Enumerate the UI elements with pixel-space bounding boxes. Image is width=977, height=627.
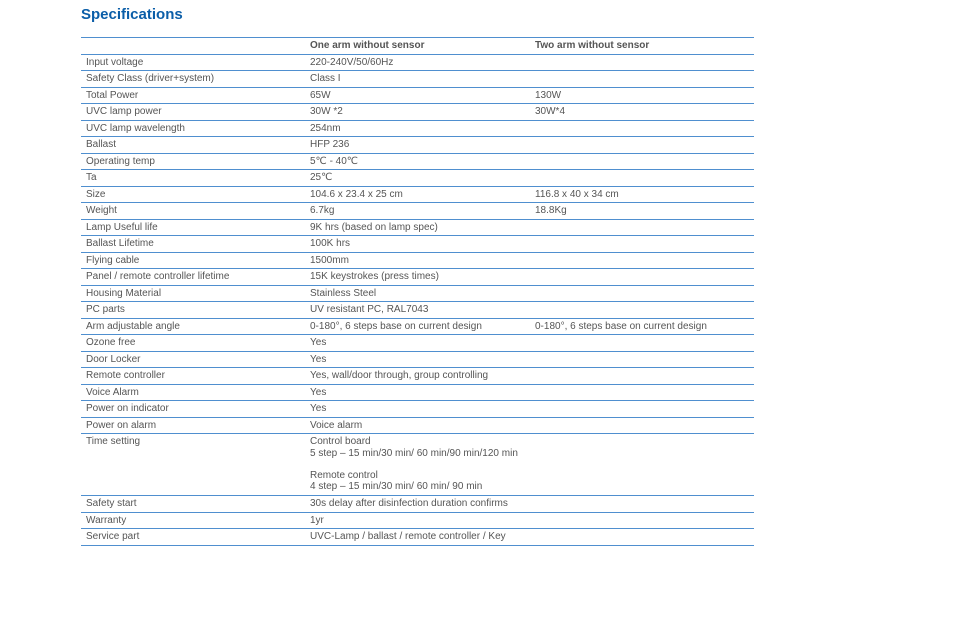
one-arm-value: Yes	[310, 353, 327, 365]
two-arm-value	[531, 385, 754, 401]
table-row-time-setting	[81, 434, 754, 496]
two-arm-value: 0-180°, 6 steps base on current design	[535, 320, 707, 332]
table-row	[81, 335, 754, 352]
two-arm-value	[531, 121, 754, 137]
row-label: Ballast	[86, 139, 117, 150]
table-row	[81, 385, 754, 402]
row-label: Safety start	[86, 498, 137, 510]
two-arm-value	[531, 529, 754, 545]
one-arm-value: Yes	[310, 386, 327, 398]
time-setting-two-arm	[531, 436, 754, 493]
row-label: Input voltage	[86, 56, 144, 68]
two-arm-value: 18.8Kg	[535, 205, 567, 216]
header-one-arm: One arm without sensor	[310, 40, 425, 51]
two-arm-value	[531, 269, 754, 285]
table-row	[81, 55, 754, 72]
row-label: Weight	[86, 205, 117, 216]
table-row	[81, 401, 754, 418]
table-row	[81, 220, 754, 237]
two-arm-value	[531, 137, 754, 153]
row-label: Total Power	[86, 89, 139, 101]
one-arm-value: 30W *2	[310, 106, 343, 117]
one-arm-value: Yes	[310, 337, 327, 348]
row-label: Service part	[86, 531, 140, 543]
row-label: Housing Material	[86, 287, 162, 299]
two-arm-value	[531, 154, 754, 170]
header-label-col	[81, 38, 306, 54]
row-label: Arm adjustable angle	[86, 320, 180, 332]
row-label: Safety Class (driver+system)	[86, 73, 215, 84]
one-arm-value: 6.7kg	[310, 205, 335, 216]
row-label: Ozone free	[86, 337, 136, 348]
row-label: Voice Alarm	[86, 386, 139, 398]
row-label: Time setting	[86, 436, 141, 447]
table-row	[81, 154, 754, 171]
one-arm-value: 30s delay after disinfection duration confirms	[310, 498, 508, 510]
row-label: Warranty	[86, 514, 127, 526]
two-arm-value	[531, 55, 754, 71]
table-header-row	[81, 38, 754, 55]
one-arm-value: 104.6 x 23.4 x 25 cm	[310, 188, 403, 200]
time-setting-line-4: 4 step – 15 min/30 min/ 60 min/ 90 min	[310, 481, 483, 493]
row-label: Panel / remote controller lifetime	[86, 271, 230, 282]
two-arm-value	[531, 71, 754, 87]
table-row	[81, 203, 754, 220]
two-arm-value: 30W*4	[535, 106, 566, 117]
table-row	[81, 319, 754, 336]
row-label: Operating temp	[86, 155, 155, 167]
table-row	[81, 236, 754, 253]
two-arm-value	[531, 170, 754, 186]
two-arm-value	[531, 220, 754, 236]
row-label: Power on indicator	[86, 403, 169, 414]
table-row	[81, 513, 754, 530]
two-arm-value	[531, 286, 754, 302]
one-arm-value: 65W	[310, 89, 331, 101]
one-arm-value: 1yr	[310, 514, 324, 526]
one-arm-value: 9K hrs (based on lamp spec)	[310, 221, 438, 233]
one-arm-value: UVC-Lamp / ballast / remote controller / Key	[310, 531, 506, 543]
table-row	[81, 302, 754, 319]
two-arm-value	[531, 335, 754, 351]
one-arm-value: 0-180°, 6 steps base on current design	[310, 320, 482, 332]
row-label: UVC lamp power	[86, 106, 162, 117]
two-arm-value: 130W	[535, 89, 562, 101]
row-label: Power on alarm	[86, 419, 157, 431]
table-row	[81, 253, 754, 270]
one-arm-value: Yes	[310, 403, 327, 414]
table-row	[81, 418, 754, 435]
time-setting-line-3: Remote control	[310, 469, 378, 481]
one-arm-value: Class I	[310, 73, 341, 84]
row-label: Flying cable	[86, 254, 140, 266]
table-row	[81, 368, 754, 385]
one-arm-value: 220-240V/50/60Hz	[310, 56, 394, 68]
one-arm-value: Yes, wall/door through, group controlling	[310, 370, 489, 381]
one-arm-value: Voice alarm	[310, 419, 363, 431]
row-label: Remote controller	[86, 370, 165, 381]
specifications-table	[81, 37, 754, 546]
page-title: Specifications	[81, 6, 183, 23]
two-arm-value	[531, 401, 754, 417]
one-arm-value: 25℃	[310, 172, 333, 183]
row-label: PC parts	[86, 304, 125, 315]
row-label: UVC lamp wavelength	[86, 122, 185, 134]
one-arm-value: 15K keystrokes (press times)	[310, 271, 439, 282]
row-label: Lamp Useful life	[86, 221, 158, 233]
table-row	[81, 88, 754, 105]
time-setting-line-2: 5 step – 15 min/30 min/ 60 min/90 min/120 min	[310, 447, 518, 459]
one-arm-value: HFP 236	[310, 139, 350, 150]
one-arm-value: 100K hrs	[310, 238, 351, 249]
table-row	[81, 496, 754, 513]
table-row	[81, 352, 754, 369]
one-arm-value: 254nm	[310, 122, 341, 134]
table-row	[81, 170, 754, 187]
row-label: Ballast Lifetime	[86, 238, 154, 249]
one-arm-value: UV resistant PC, RAL7043	[310, 304, 429, 315]
table-row	[81, 121, 754, 138]
table-row	[81, 71, 754, 88]
one-arm-value: 5℃ - 40℃	[310, 155, 359, 167]
table-row	[81, 137, 754, 154]
one-arm-value: 1500mm	[310, 254, 349, 266]
two-arm-value	[531, 418, 754, 434]
two-arm-value	[531, 513, 754, 529]
time-setting-line-1: Control board	[310, 436, 371, 447]
table-row	[81, 269, 754, 286]
row-label: Door Locker	[86, 353, 141, 365]
table-row	[81, 187, 754, 204]
two-arm-value	[531, 352, 754, 368]
two-arm-value	[531, 236, 754, 252]
header-two-arm: Two arm without sensor	[535, 40, 650, 51]
one-arm-value: Stainless Steel	[310, 287, 377, 299]
two-arm-value	[531, 302, 754, 318]
table-row	[81, 104, 754, 121]
row-label: Ta	[86, 172, 97, 183]
two-arm-value	[531, 368, 754, 384]
row-label: Size	[86, 188, 106, 200]
two-arm-value	[531, 496, 754, 512]
table-row	[81, 286, 754, 303]
table-row	[81, 529, 754, 546]
time-setting-value	[306, 436, 531, 493]
two-arm-value	[531, 253, 754, 269]
two-arm-value: 116.8 x 40 x 34 cm	[535, 188, 619, 200]
